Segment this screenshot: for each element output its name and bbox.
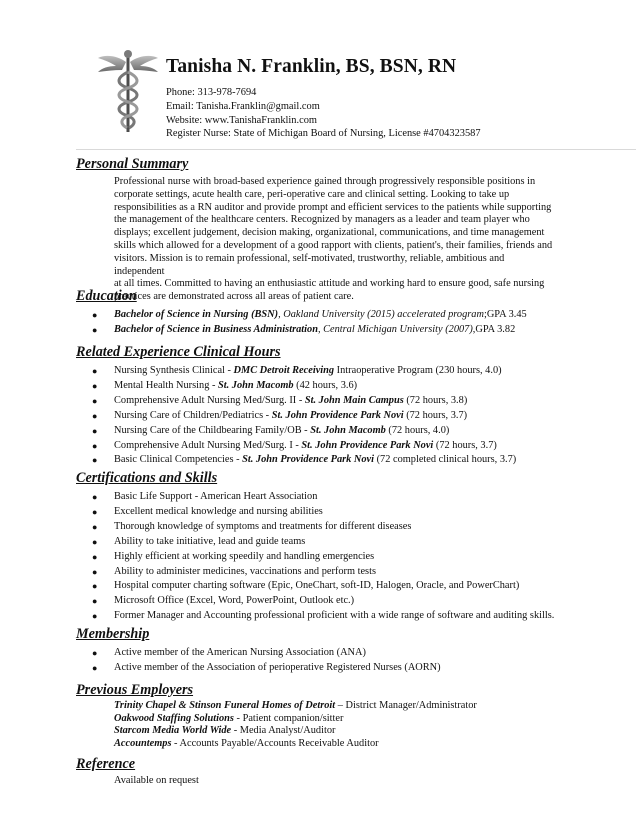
list-item: ● Nursing Synthesis Clinical - DMC Detroit Receiving Intraoperative Program (230 hours, 4.0)	[76, 364, 616, 379]
section-title: Related Experience Clinical Hours	[76, 344, 281, 360]
list-item: ● Thorough knowledge of symptoms and treatments for different diseases	[76, 520, 616, 535]
bullet-icon: ●	[92, 662, 98, 673]
list-item: ● Ability to administer medicines, vaccinations and perform tests	[76, 565, 616, 580]
list-item: Starcom Media World Wide - Media Analyst/Auditor	[114, 725, 336, 736]
candidate-name: Tanisha N. Franklin, BS, BSN, RN	[166, 56, 457, 77]
bullet-icon: ●	[92, 380, 98, 391]
list-item: ● Ability to take initiative, lead and guide teams	[76, 535, 616, 550]
resume-header	[166, 56, 626, 141]
list-item: ● Excellent medical knowledge and nursing abilities	[76, 505, 616, 520]
list-item: ● Highly efficient at working speedily and handling emergencies	[76, 550, 616, 565]
phone-line: Phone: 313-978-7694	[166, 87, 257, 98]
list-item: ● Microsoft Office (Excel, Word, PowerPoint, Outlook etc.)	[76, 594, 616, 609]
personal-summary-section	[76, 156, 616, 304]
email-line: Email: Tanisha.Franklin@gmail.com	[166, 100, 320, 112]
summary-line: the management of the healthcare centers. Recognized by managers as a leader and team player who	[114, 214, 530, 226]
list-item: ● Nursing Care of the Childbearing Family/OB - St. John Macomb (72 hours, 4.0)	[76, 424, 616, 439]
list-item: ● Basic Clinical Competencies - St. John Providence Park Novi (72 completed clinical hours, 3.7)	[76, 453, 616, 468]
list-item: ● Comprehensive Adult Nursing Med/Surg. II - St. John Main Campus (72 hours, 3.8)	[76, 394, 616, 409]
list-item: ● Hospital computer charting software (Epic, OneChart, soft-ID, Halogen, Oracle, and PowerChart)	[76, 579, 616, 594]
website-line: Website: www.TanishaFranklin.com	[166, 114, 317, 126]
bullet-icon: ●	[92, 536, 98, 547]
summary-paragraph	[114, 176, 554, 304]
bullet-icon: ●	[92, 410, 98, 421]
list-item: Oakwood Staffing Solutions - Patient companion/sitter	[114, 712, 344, 724]
list-item: ● Basic Life Support - American Heart Association	[76, 490, 616, 505]
membership-list	[76, 646, 616, 676]
reference-text: Available on request	[114, 775, 199, 786]
summary-line: visitors. Mission is to remain professional, self-motivated, trustworthy, reliable, ambitious and independent	[114, 252, 505, 277]
summary-line: at all times. Committed to having an enthusiastic attitude and working hard to ensure good, safe nursing	[114, 278, 545, 290]
summary-line: responsibilities as a RN auditor and provide prompt and efficient services to the patients while supporting	[114, 201, 552, 213]
list-item: ● Active member of the Association of perioperative Registered Nurses (AORN)	[76, 661, 616, 676]
employers-section	[76, 682, 616, 750]
education-list	[76, 308, 616, 338]
bullet-icon: ●	[92, 492, 98, 502]
bullet-icon: ●	[92, 366, 98, 376]
section-title: Previous Employers	[76, 682, 194, 698]
certifications-section	[76, 470, 616, 624]
section-title: Membership	[76, 626, 150, 642]
summary-line: displays; excellent judgement, decision making, organizational, communications, and time management	[114, 227, 545, 239]
section-title: Certifications and Skills	[76, 470, 218, 486]
section-title: Reference	[76, 756, 136, 772]
bullet-icon: ●	[92, 596, 98, 607]
list-item: ● Former Manager and Accounting professional proficient with a wide range of software and auditing skills.	[76, 609, 616, 624]
section-title: Education	[76, 288, 137, 304]
bullet-icon: ●	[92, 551, 98, 562]
list-item: ● Nursing Care of Children/Pediatrics - St. John Providence Park Novi (72 hours, 3.7)	[76, 409, 616, 424]
caduceus-icon	[96, 48, 160, 134]
education-section	[76, 288, 616, 338]
bullet-icon: ●	[92, 425, 98, 436]
summary-line: corporate settings, acute health care, peri-operative care and clinical setting. Looking to take up	[114, 188, 510, 200]
clinical-hours-section	[76, 344, 616, 468]
list-item: Accountemps - Accounts Payable/Accounts Receivable Auditor	[114, 737, 379, 749]
bullet-icon: ●	[92, 395, 98, 406]
bullet-icon: ●	[92, 648, 98, 658]
bullet-icon: ●	[92, 521, 98, 532]
list-item: ● Active member of the American Nursing Association (ANA)	[76, 646, 616, 661]
bullet-icon: ●	[92, 611, 98, 622]
summary-line: practices are demonstrated across all areas of patient care.	[114, 291, 354, 303]
summary-line: skills which allowed for a development of a good rapport with clients, patient's, their families, friends and	[114, 239, 553, 251]
list-item: ● Comprehensive Adult Nursing Med/Surg. I - St. John Providence Park Novi (72 hours, 3.7)	[76, 439, 616, 454]
bullet-icon: ●	[92, 581, 98, 592]
list-item: ● Bachelor of Science in Nursing (BSN), Oakland University (2015) accelerated program;GPA 3.45	[76, 308, 616, 323]
reference-section	[76, 756, 616, 788]
bullet-icon: ●	[92, 324, 98, 335]
header-divider	[76, 149, 636, 150]
list-item: ● Bachelor of Science in Business Administration, Central Michigan University (2007),GPA 3.82	[76, 323, 616, 338]
bullet-icon: ●	[92, 440, 98, 451]
section-title: Personal Summary	[76, 156, 189, 172]
bullet-icon: ●	[92, 566, 98, 577]
membership-section	[76, 626, 616, 676]
bullet-icon: ●	[92, 455, 98, 466]
clinical-list	[76, 364, 616, 468]
list-item: ● Mental Health Nursing - St. John Macomb (42 hours, 3.6)	[76, 379, 616, 394]
summary-line: Professional nurse with broad-based experience gained through progressively responsible positions in	[114, 176, 536, 187]
bullet-icon: ●	[92, 506, 98, 517]
list-item: Trinity Chapel & Stinson Funeral Homes of Detroit – District Manager/Administrator	[114, 700, 477, 711]
employers-list	[114, 700, 616, 750]
certifications-list	[76, 490, 616, 624]
license-line: Register Nurse: State of Michigan Board of Nursing, License #4704323587	[166, 128, 481, 140]
bullet-icon: ●	[92, 310, 98, 320]
